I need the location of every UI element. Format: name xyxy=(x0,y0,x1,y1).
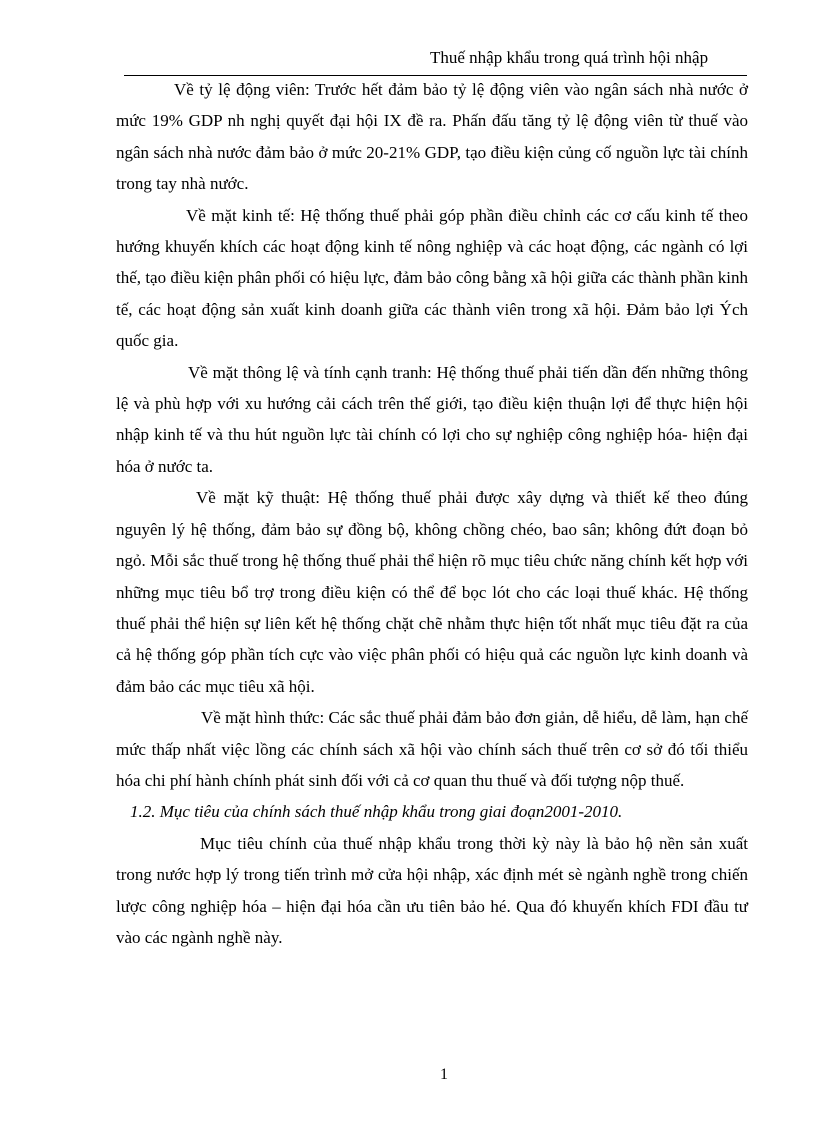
paragraph-mobilization-rate: Về tỷ lệ động viên: Trước hết đảm bảo tỷ lệ động viên vào ngân sách nhà nước ở mức 19% GDP nh nghị quyết đại hội IX đề ra. Phấn đấu tăng tỷ lệ động viên từ thuế vào ngân sách nhà nước đảm bảo ở mức 20-21% GDP, tạo điều kiện củng cố nguồn lực tài chính trong tay nhà nước. xyxy=(116,80,748,194)
paragraph-economic-aspect: Về mặt kinh tế: Hệ thống thuế phải góp phần điều chỉnh các cơ cấu kinh tế theo hướng khuyến khích các hoạt động kinh tế nông nghiệp và các hoạt động, các ngành có lợi thế, tạo điều kiện phân phối có hiệu lực, đảm bảo công bằng xã hội giữa các thành phần kinh tế, các hoạt động sản xuất kinh doanh giữa các thành viên trong xã hội. Đảm bảo lợi Ých quốc gia. xyxy=(116,205,748,351)
paragraph-form-aspect: Về mặt hình thức: Các sắc thuế phải đảm bảo đơn giản, dễ hiểu, dễ làm, hạn chế mức thấp nhất việc lồng các chính sách xã hội vào chính sách thuế trên cơ sở đó tối thiểu hóa chi phí hành chính phát sinh đối với cả cơ quan thu thuế và đối tượng nộp thuế. xyxy=(116,708,748,790)
document-body xyxy=(116,74,748,953)
running-header: Thuế nhập khẩu trong quá trình hội nhập xyxy=(430,48,709,67)
paragraph-import-tax-objective: Mục tiêu chính của thuế nhập khẩu trong thời kỳ này là bảo hộ nền sản xuất trong nước hợp lý trong tiến trình mở cửa hội nhập, xác định mét sè ngành nghề trong chiến lược công nghiệp hóa – hiện đại hóa cần ưu tiên bảo hé. Qua đó khuyến khích FDI đầu tư vào các ngành nghề này. xyxy=(116,833,748,947)
paragraph-technical-aspect: Về mặt kỹ thuật: Hệ thống thuế phải được xây dựng và thiết kế theo đúng nguyên lý hệ thống, đảm bảo sự đồng bộ, không chồng chéo, bao sân; không đứt đoạn bỏ ngỏ. Mỗi sắc thuế trong hệ thống thuế phải thể hiện rõ mục tiêu chức năng chính kết hợp với những mục tiêu bổ trợ trong điều kiện có thể để bọc lót cho các loại thuế khác. Hệ thống thuế phải thể hiện sự liên kết hệ thống chặt chẽ nhằm thực hiện tốt nhất mục tiêu đặt ra của cả hệ thống góp phần tích cực vào việc phân phối có hiệu quả các nguồn lực kinh doanh và đảm bảo các mục tiêu xã hội. xyxy=(116,488,748,696)
section-heading: 1.2. Mục tiêu của chính sách thuế nhập khẩu trong giai đoạn2001-2010. xyxy=(130,802,623,822)
paragraph-practice-competition: Về mặt thông lệ và tính cạnh tranh: Hệ thống thuế phải tiến dần đến những thông lệ và phù hợp với xu hướng cải cách trên thế giới, tạo điều kiện thuận lợi để thực hiện hội nhập kinh tế và thu hút nguồn lực tài chính có lợi cho sự nghiệp công nghiệp hóa- hiện đại hóa ở nước ta. xyxy=(116,362,748,476)
page-number: 1 xyxy=(440,1066,448,1083)
